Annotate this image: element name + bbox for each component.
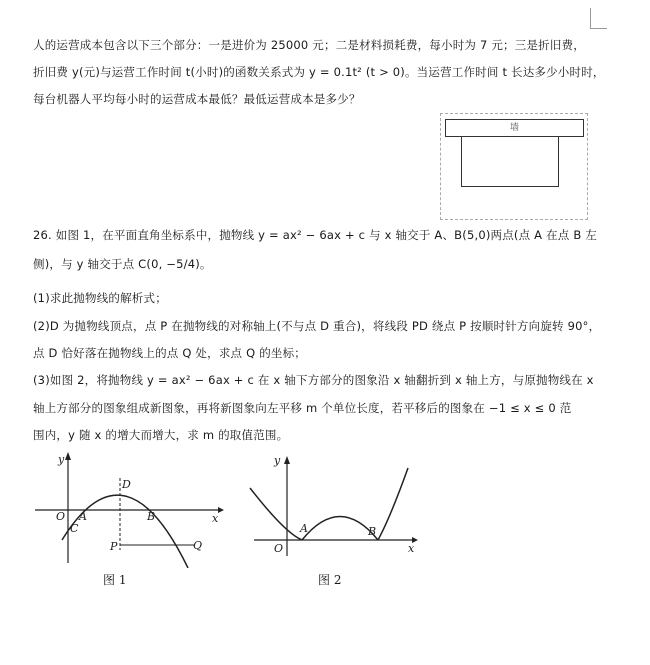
new-graph-middle [302, 517, 378, 541]
label-a: A [300, 522, 308, 535]
new-graph-left [250, 488, 302, 540]
question1: (1)求此抛物线的解析式； [33, 291, 167, 305]
figure1 [30, 448, 230, 568]
label-p: P [110, 540, 118, 553]
problem25-line1: 人的运营成本包含以下三个部分：一是进价为 25000 元；二是材料损耗费，每小时为 7 元；三是折旧费， [33, 38, 585, 52]
question2-line1: (2)D 为抛物线顶点，点 P 在抛物线的对称轴上(不与点 D 重合)，将线段 PD 绕点 P 按顺时针方向旋转 90°， [33, 319, 601, 333]
problem26-line2: 侧)，与 y 轴交于点 C(0, −5/4)。 [33, 257, 212, 271]
wall-label: 墙 [445, 119, 584, 137]
question3-line1: (3)如图 2，将抛物线 y = ax² − 6ax + c 在 x 轴下方部分的图象沿 x 轴翻折到 x 轴上方，与原抛物线在 x [33, 373, 594, 387]
figure2-caption: 图 2 [318, 573, 342, 587]
label-x: x [408, 542, 415, 555]
label-origin: O [274, 542, 284, 555]
new-graph-right [378, 468, 408, 540]
wall-diagram [440, 113, 588, 220]
y-axis-arrow [65, 452, 71, 460]
label-a: A [79, 510, 87, 523]
question3-line2: 轴上方部分的图象组成新图象，再将新图象向左平移 m 个单位长度，若平移后的图象在 −1 ≤ x ≤ 0 范 [33, 401, 572, 415]
label-b: B [147, 510, 156, 523]
x-axis-arrow [218, 507, 224, 513]
parabola-curve [62, 495, 188, 568]
y-axis-arrow [284, 456, 290, 464]
label-c: C [70, 522, 79, 535]
label-y: y [274, 454, 281, 467]
label-b: B [368, 525, 377, 538]
label-q: Q [193, 539, 203, 552]
question3-line3: 围内，y 随 x 的增大而增大，求 m 的取值范围。 [33, 428, 289, 442]
label-d: D [122, 478, 131, 491]
label-x: x [212, 512, 219, 525]
question2-line2: 点 D 恰好落在抛物线上的点 Q 处，求点 Q 的坐标； [33, 346, 306, 360]
problem25-line2: 折旧费 y(元)与运营工作时间 t(小时)的函数关系式为 y = 0.1t² (t > 0)。当运营工作时间 t 长达多少小时时， [33, 65, 605, 79]
figure1-caption: 图 1 [103, 573, 127, 587]
label-y: y [58, 453, 65, 466]
enclosure-rect [461, 136, 559, 187]
problem25-line3: 每台机器人平均每小时的运营成本最低？最低运营成本是多少？ [33, 92, 361, 106]
label-origin: O [56, 510, 66, 523]
figure2 [240, 448, 430, 568]
page-corner-mark [590, 8, 607, 29]
problem26-line1: 26. 如图 1，在平面直角坐标系中，抛物线 y = ax² − 6ax + c 与 x 轴交于 A、B(5,0)两点(点 A 在点 B 左 [33, 228, 597, 242]
